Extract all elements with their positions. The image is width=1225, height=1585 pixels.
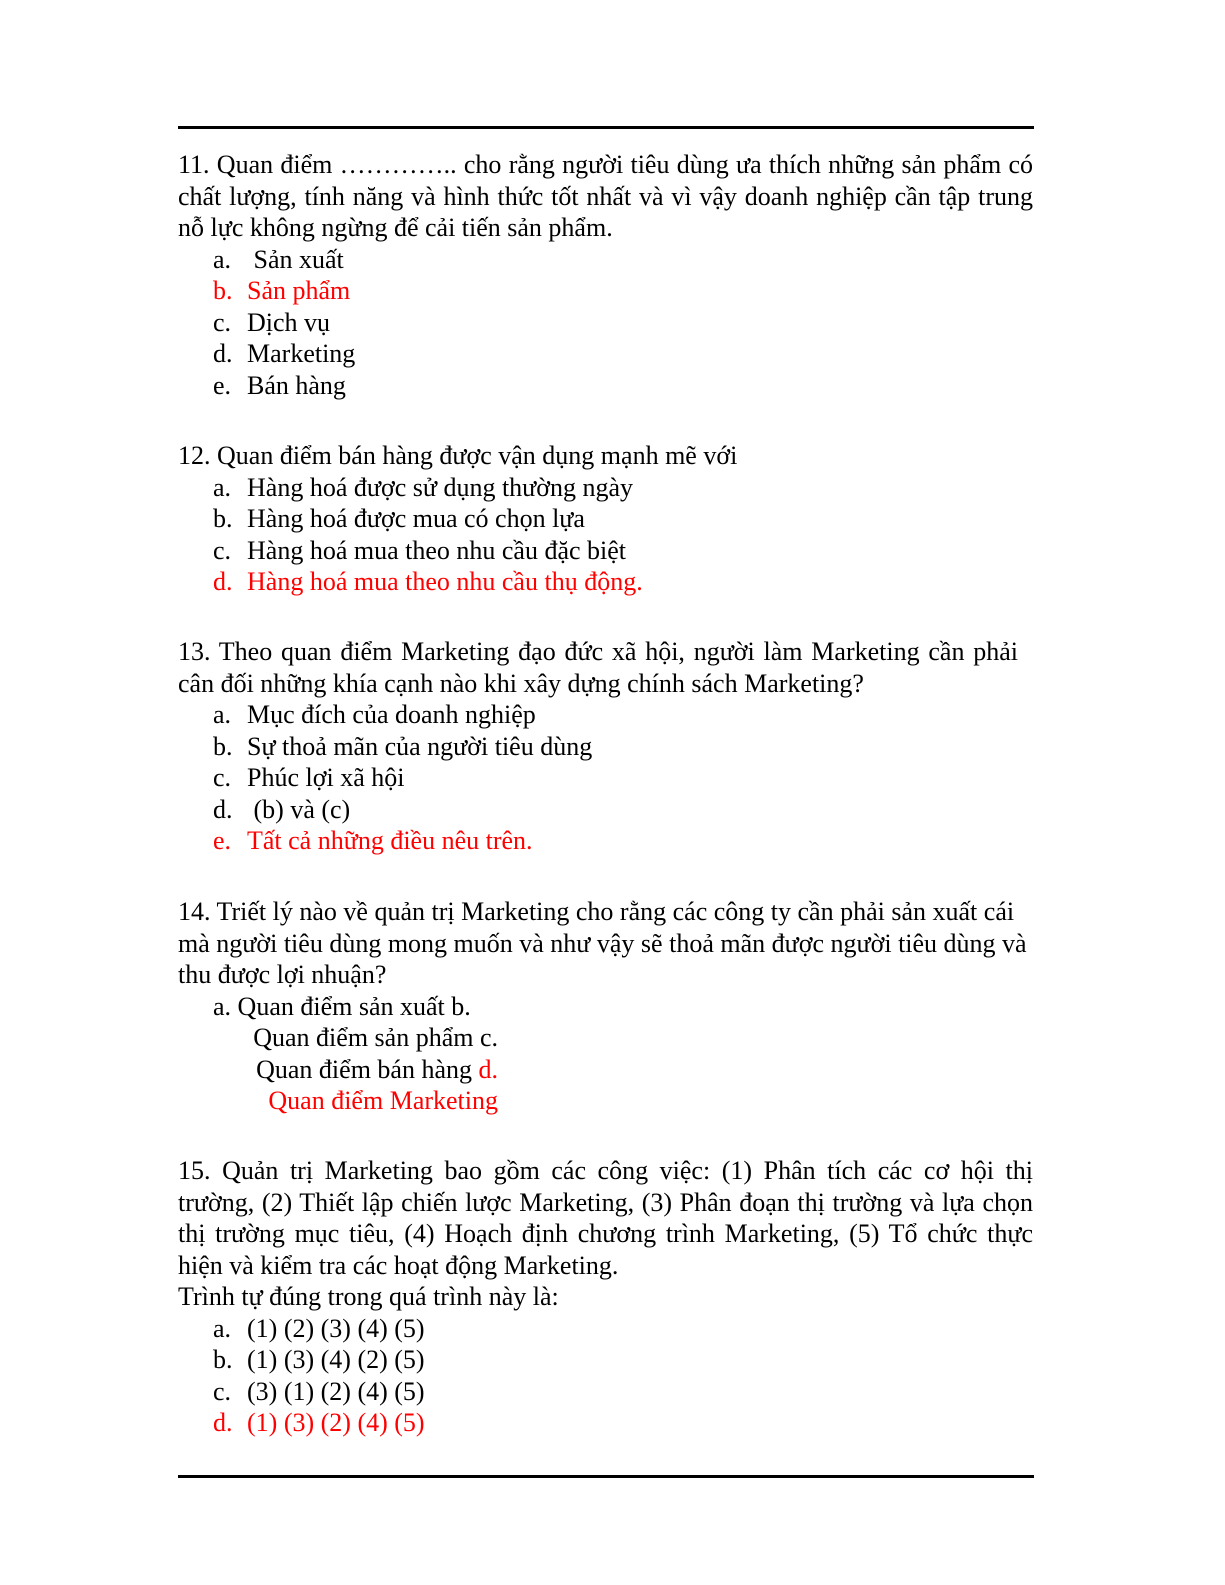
question-14 bbox=[178, 896, 1033, 1117]
question-11 bbox=[178, 149, 1033, 401]
question-13-text: 13. Theo quan điểm Marketing đạo đức xã hội, người làm Marketing cần phải cân đối những khía cạnh nào khi xây dựng chính sách Marketing? bbox=[178, 637, 1018, 698]
question-11-text: 11. Quan điểm ………….. cho rằng người tiêu dùng ưa thích những sản phẩm có chất lượng, tính năng và hình thức tốt nhất và vì vậy doanh nghiệp cần tập trung nỗ lực không ngừng để cải tiến sản phẩm. bbox=[178, 150, 1033, 242]
option-11-e[interactable]: e. Bán hàng bbox=[213, 370, 346, 400]
option-13-c[interactable]: c. Phúc lợi xã hội bbox=[213, 763, 405, 792]
question-15-text: 15. Quản trị Marketing bao gồm các công việc: (1) Phân tích các cơ hội thị trường, (2) Thiết lập chiến lược Marketing, (3) Phân đoạn thị trường và lựa chọn thị trường mục tiêu, (4) Hoạch định chương trình Marketing, (5) Tổ chức thực hiện và kiểm tra các hoạt động Marketing. bbox=[178, 1156, 1033, 1280]
question-15 bbox=[178, 1155, 1033, 1439]
question-15-options bbox=[178, 1313, 1033, 1439]
bottom-horizontal-rule bbox=[178, 1475, 1034, 1478]
option-11-b-correct[interactable]: b. Sản phẩm bbox=[213, 276, 351, 305]
option-15-b[interactable]: b. (1) (3) (4) (2) (5) bbox=[213, 1345, 425, 1374]
question-13 bbox=[178, 636, 1033, 857]
option-15-c[interactable]: c. (3) (1) (2) (4) (5) bbox=[213, 1376, 425, 1406]
option-14-line-4 bbox=[213, 1085, 498, 1117]
top-horizontal-rule bbox=[178, 126, 1034, 129]
option-15-d-correct[interactable]: d. (1) (3) (2) (4) (5) bbox=[213, 1408, 425, 1437]
option-12-a[interactable]: a. Hàng hoá được sử dụng thường ngày bbox=[213, 472, 634, 502]
question-11-options bbox=[178, 244, 1033, 402]
question-14-text: 14. Triết lý nào về quản trị Marketing cho rằng các công ty cần phải sản xuất cái mà người tiêu dùng mong muốn và như vậy sẽ thoả mãn được người tiêu dùng và thu được lợi nhuận? bbox=[178, 897, 1027, 989]
option-12-d-correct[interactable]: d. Hàng hoá mua theo nhu cầu thụ động. bbox=[213, 567, 643, 596]
question-13-options bbox=[178, 699, 1033, 857]
question-12 bbox=[178, 440, 1033, 598]
option-11-c[interactable]: c. Dịch vụ bbox=[213, 307, 331, 337]
option-13-d[interactable]: d. (b) và (c) bbox=[213, 794, 351, 824]
option-12-b[interactable]: b. Hàng hoá được mua có chọn lựa bbox=[213, 504, 585, 533]
option-14-line-3: Quan điểm bán hàng d. bbox=[256, 1054, 498, 1084]
option-13-e-correct[interactable]: e. Tất cả những điều nêu trên. bbox=[213, 826, 533, 855]
option-14-d-text-correct: Quan điểm Marketing bbox=[268, 1086, 498, 1115]
option-13-b[interactable]: b. Sự thoả mãn của người tiêu dùng bbox=[213, 731, 593, 761]
option-14-line-2: Quan điểm sản phẩm c. bbox=[253, 1023, 498, 1052]
option-11-d[interactable]: d. Marketing bbox=[213, 339, 356, 368]
option-13-a[interactable]: a. Mục đích của doanh nghiệp bbox=[213, 700, 536, 729]
question-15-subtext: Trình tự đúng trong quá trình này là: bbox=[178, 1282, 559, 1311]
question-12-text: 12. Quan điểm bán hàng được vận dụng mạnh mẽ với bbox=[178, 441, 738, 470]
question-12-options bbox=[178, 472, 1033, 598]
option-15-a[interactable]: a. (1) (2) (3) (4) (5) bbox=[213, 1313, 425, 1343]
option-12-c[interactable]: c. Hàng hoá mua theo nhu cầu đặc biệt bbox=[213, 535, 627, 565]
option-14-line-1: a. Quan điểm sản xuất b. bbox=[213, 991, 471, 1021]
option-14-d-letter-correct: d. bbox=[478, 1054, 498, 1084]
option-11-a[interactable]: a. Sản xuất bbox=[213, 244, 344, 274]
question-14-options-wrapped[interactable] bbox=[213, 991, 498, 1117]
